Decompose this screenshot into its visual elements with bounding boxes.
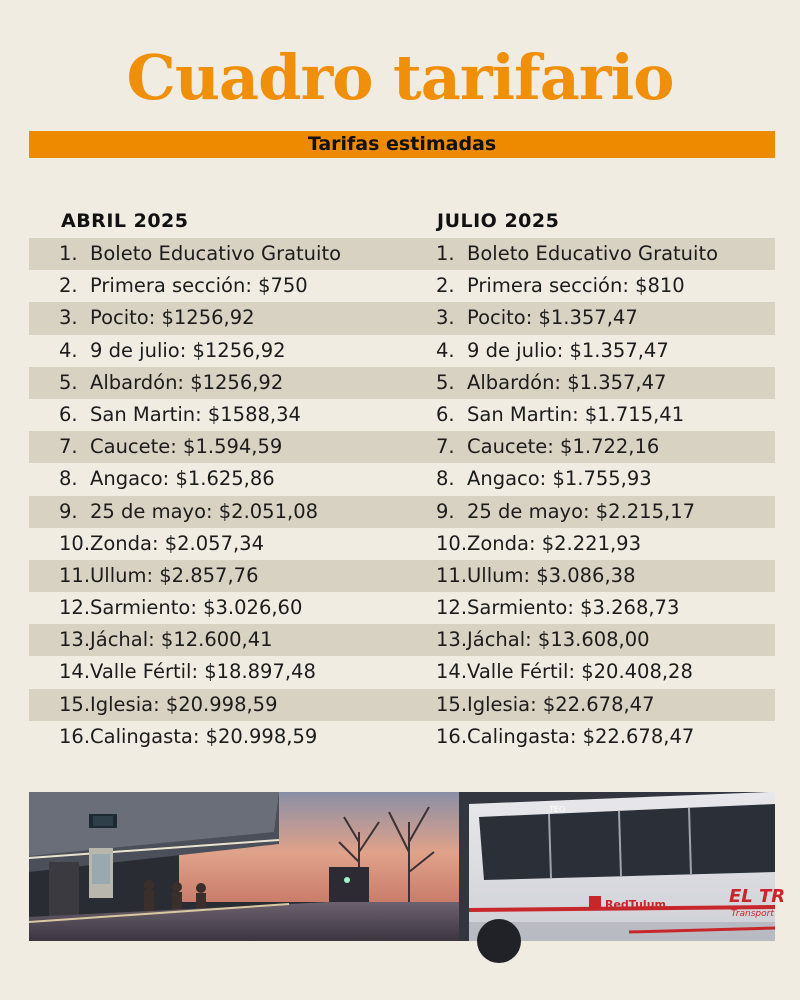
tariff-row-text: 9 de julio: $1256,92 — [90, 338, 286, 362]
tariff-row — [402, 399, 775, 431]
tariff-row-text: Calingasta: $22.678,47 — [467, 724, 695, 748]
tariff-row — [29, 528, 402, 560]
tariff-row-text: Calingasta: $20.998,59 — [90, 724, 318, 748]
tariff-row-number: 3. — [59, 306, 78, 330]
tariff-row — [29, 721, 402, 753]
tariff-row — [402, 528, 775, 560]
tariff-row-text: Primera sección: $810 — [467, 274, 685, 298]
tariff-row-number: 5. — [436, 370, 455, 394]
page-title: Cuadro tarifario — [126, 41, 674, 114]
tariff-list — [402, 238, 775, 753]
bus-livery-text: EL TR — [729, 886, 786, 907]
tariff-row-text: Iglesia: $20.998,59 — [90, 692, 278, 716]
tariff-row-text: Sarmiento: $3.026,60 — [90, 596, 303, 620]
tariff-row — [402, 560, 775, 592]
tariff-row — [402, 592, 775, 624]
tariff-row — [402, 367, 775, 399]
tariff-row-text: Jáchal: $13.608,00 — [467, 628, 650, 652]
tariff-row-text: Iglesia: $22.678,47 — [467, 692, 655, 716]
tariff-row-number: 3. — [436, 306, 455, 330]
tariff-row-number: 16. — [436, 724, 468, 748]
tariff-row-text: Pocito: $1256,92 — [90, 306, 255, 330]
tariff-row — [402, 624, 775, 656]
tariff-row-text: 25 de mayo: $2.215,17 — [467, 499, 696, 523]
tariff-row — [402, 656, 775, 688]
tariff-row-text: Albardón: $1.357,47 — [467, 370, 667, 394]
tariff-row-number: 6. — [59, 402, 78, 426]
tariff-row — [402, 496, 775, 528]
tariff-row-text: Sarmiento: $3.268,73 — [467, 596, 680, 620]
tariff-row — [402, 689, 775, 721]
tariff-column-april — [29, 204, 402, 753]
tariff-row-number: 12. — [436, 596, 468, 620]
tariff-row — [402, 238, 775, 270]
tariff-row-number: 16. — [59, 724, 91, 748]
tariff-row-number: 11. — [436, 563, 468, 587]
tariff-row-number: 11. — [59, 563, 91, 587]
bus-livery-subtext: Transport — [731, 909, 774, 919]
tariff-row-text: Zonda: $2.057,34 — [90, 531, 264, 555]
tariff-row — [402, 431, 775, 463]
column-header: ABRIL 2025 — [61, 210, 189, 232]
bus-station-photo — [29, 792, 786, 941]
tariff-row — [29, 689, 402, 721]
tariff-row — [402, 463, 775, 495]
tariff-row-text: Ullum: $2.857,76 — [90, 563, 259, 587]
tariff-row-number: 14. — [436, 660, 468, 684]
tariff-row — [29, 656, 402, 688]
tariff-row — [29, 399, 402, 431]
tariff-row-text: Pocito: $1.357,47 — [467, 306, 638, 330]
tariff-row-text: San Martin: $1.715,41 — [467, 402, 685, 426]
tariff-row-text: Caucete: $1.594,59 — [90, 435, 283, 459]
tariff-row — [29, 496, 402, 528]
tariff-row — [29, 270, 402, 302]
tariff-row — [402, 270, 775, 302]
tariff-row-number: 10. — [436, 531, 468, 555]
tariff-row — [29, 560, 402, 592]
tariff-row-text: Angaco: $1.625,86 — [90, 467, 275, 491]
tariff-column-july — [402, 204, 775, 753]
bus-brand-text: RedTulum — [605, 898, 666, 911]
tariff-row-number: 2. — [59, 274, 78, 298]
tariff-row — [29, 367, 402, 399]
tariff-row-text: Ullum: $3.086,38 — [467, 563, 636, 587]
subtitle-banner: Tarifas estimadas — [29, 131, 775, 158]
tariff-row-text: Valle Fértil: $20.408,28 — [467, 660, 693, 684]
tariff-row-number: 10. — [59, 531, 91, 555]
tariff-list — [29, 238, 402, 753]
tariff-row-text: 25 de mayo: $2.051,08 — [90, 499, 319, 523]
tariff-row-text: Boleto Educativo Gratuito — [90, 242, 342, 265]
tariff-row — [29, 463, 402, 495]
tariff-row — [402, 335, 775, 367]
tariff-row-number: 5. — [59, 370, 78, 394]
column-header: JULIO 2025 — [437, 210, 560, 232]
bus-destination-sign: TEO — [549, 805, 566, 814]
tariff-row-number: 1. — [59, 242, 78, 265]
tariff-row-number: 7. — [436, 435, 455, 459]
tariff-row-text: Caucete: $1.722,16 — [467, 435, 660, 459]
tariff-row-text: Albardón: $1256,92 — [90, 370, 284, 394]
redtulum-logo-icon — [589, 896, 601, 910]
tariff-row — [29, 624, 402, 656]
tariff-row-number: 8. — [59, 467, 78, 491]
tariff-row-number: 9. — [436, 499, 455, 523]
tariff-row-number: 1. — [436, 242, 455, 265]
tariff-row-text: Primera sección: $750 — [90, 274, 308, 298]
tariff-row-text: 9 de julio: $1.357,47 — [467, 338, 669, 362]
tariff-row-number: 14. — [59, 660, 91, 684]
tariff-row — [29, 335, 402, 367]
tariff-row-text: Jáchal: $12.600,41 — [90, 628, 273, 652]
tariff-row — [29, 431, 402, 463]
tariff-row-number: 9. — [59, 499, 78, 523]
tariff-row-number: 4. — [59, 338, 78, 362]
tariff-row-number: 15. — [436, 692, 468, 716]
tariff-row-text: Zonda: $2.221,93 — [467, 531, 641, 555]
tariff-row-number: 6. — [436, 402, 455, 426]
tariff-row — [402, 721, 775, 753]
tariff-row — [29, 238, 402, 270]
tariff-row-text: Boleto Educativo Gratuito — [467, 242, 719, 265]
tariff-row-number: 2. — [436, 274, 455, 298]
tariff-row-number: 7. — [59, 435, 78, 459]
tariff-row-text: San Martin: $1588,34 — [90, 402, 301, 426]
tariff-row — [402, 302, 775, 334]
tariff-row — [29, 302, 402, 334]
tariff-row-text: Valle Fértil: $18.897,48 — [90, 660, 316, 684]
tariff-row-number: 4. — [436, 338, 455, 362]
tariff-row-number: 12. — [59, 596, 91, 620]
tariff-row-number: 13. — [59, 628, 91, 652]
tariff-row-text: Angaco: $1.755,93 — [467, 467, 652, 491]
tariff-row — [29, 592, 402, 624]
tariff-row-number: 15. — [59, 692, 91, 716]
tariff-row-number: 8. — [436, 467, 455, 491]
tariff-row-number: 13. — [436, 628, 468, 652]
